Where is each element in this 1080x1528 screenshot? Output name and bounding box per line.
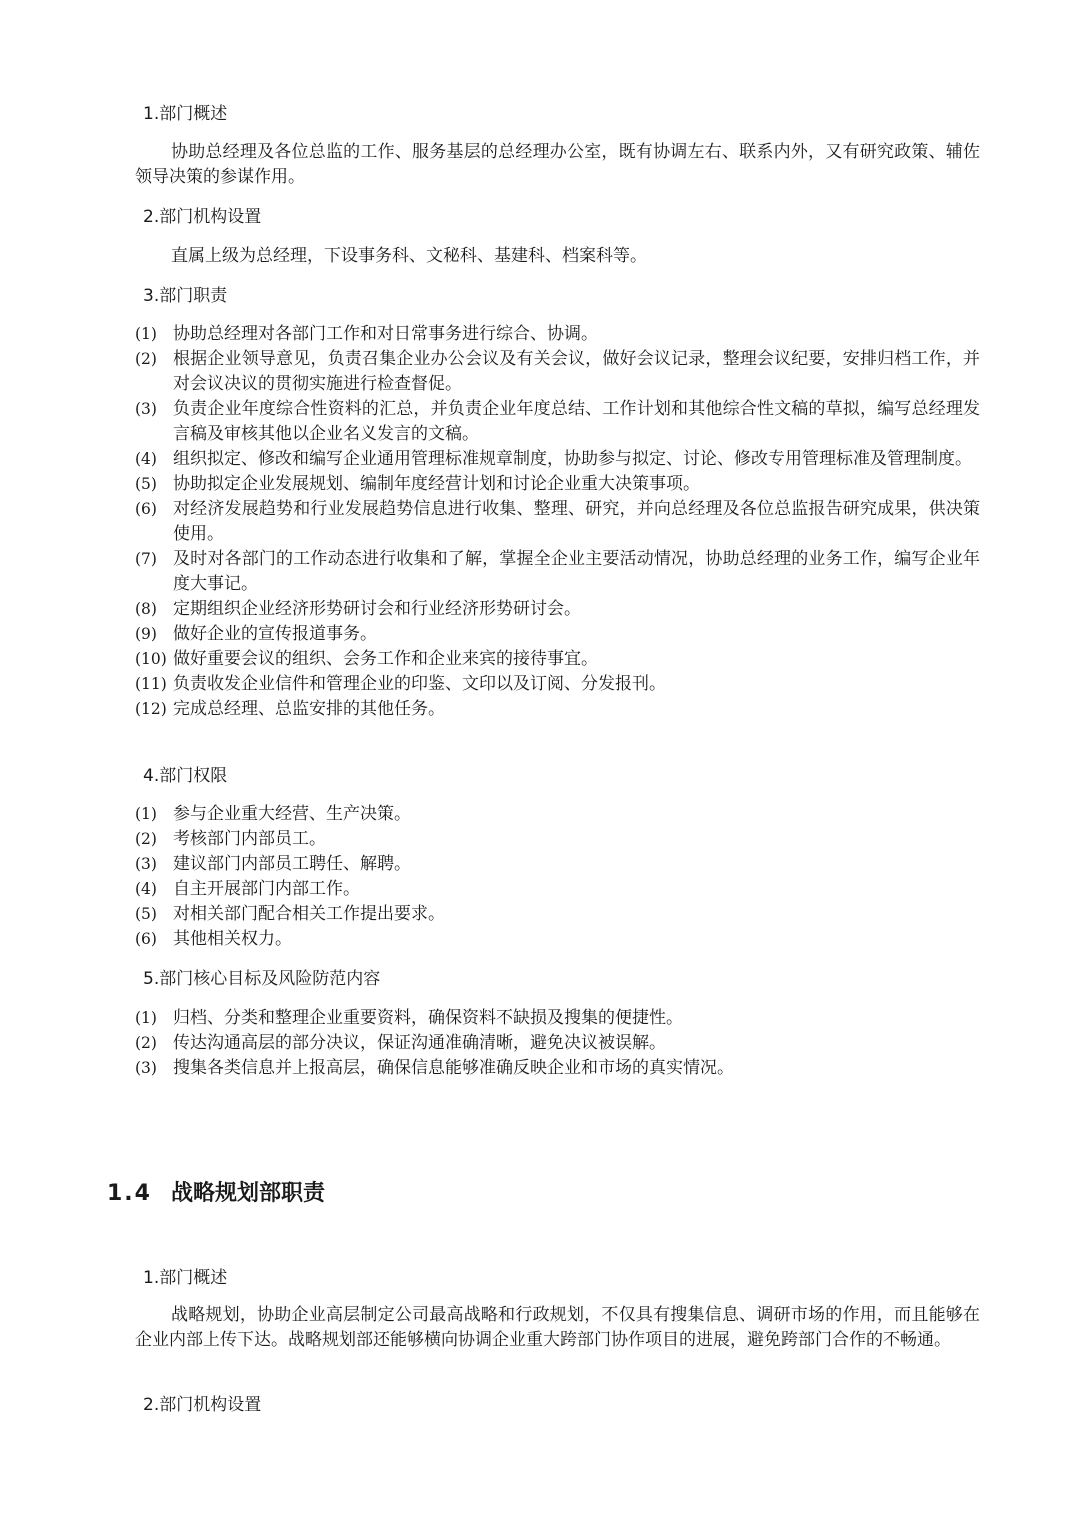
heading-authority: 4.部门权限 bbox=[143, 766, 228, 786]
list-item: (4) 自主开展部门内部工作。 bbox=[135, 879, 360, 899]
overview-paragraph-2: 战略规划，协助企业高层制定公司最高战略和行政规划，不仅具有搜集信息、调研市场的作用，而且能够在企业内部上传下达。战略规划部还能够横向协调企业重大跨部门协作项目的进展，避免跨部门合作的不畅通。 bbox=[135, 1305, 980, 1350]
list-item: (2) 根据企业领导意见，负责召集企业办公会议及有关会议，做好会议记录，整理会议纪要，安排归档工作，并对会议决议的贯彻实施进行检查督促。 bbox=[135, 349, 980, 394]
authority-list bbox=[135, 802, 980, 952]
heading-overview: 1.部门概述 bbox=[143, 104, 228, 124]
list-item: (4) 组织拟定、修改和编写企业通用管理标准规章制度，协助参与拟定、讨论、修改专用管理标准及管理制度。 bbox=[135, 449, 972, 469]
list-item: (3) 建议部门内部员工聘任、解聘。 bbox=[135, 854, 411, 874]
list-item: (2) 考核部门内部员工。 bbox=[135, 829, 326, 849]
list-item: (9) 做好企业的宣传报道事务。 bbox=[135, 624, 377, 644]
list-item: (7) 及时对各部门的工作动态进行收集和了解，掌握全企业主要活动情况，协助总经理的业务工作，编写企业年度大事记。 bbox=[135, 549, 980, 594]
list-item: (3) 负责企业年度综合性资料的汇总，并负责企业年度总结、工作计划和其他综合性文稿的草拟，编写总经理发言稿及审核其他以企业名义发言的文稿。 bbox=[135, 399, 980, 444]
list-item: (8) 定期组织企业经济形势研讨会和行业经济形势研讨会。 bbox=[135, 599, 581, 619]
section-number: 1.4 bbox=[107, 1181, 152, 1206]
org-paragraph: 直属上级为总经理，下设事务科、文秘科、基建科、档案科等。 bbox=[171, 246, 647, 266]
heading-duties: 3.部门职责 bbox=[143, 286, 228, 306]
list-item: (5) 对相关部门配合相关工作提出要求。 bbox=[135, 904, 445, 924]
heading-org-2: 2.部门机构设置 bbox=[143, 1395, 262, 1415]
list-item: (6) 对经济发展趋势和行业发展趋势信息进行收集、整理、研究，并向总经理及各位总监报告研究成果，供决策使用。 bbox=[135, 499, 980, 544]
list-item: (1) 参与企业重大经营、生产决策。 bbox=[135, 804, 411, 824]
section-heading-text: 战略规划部职责 bbox=[171, 1181, 326, 1206]
heading-overview-2: 1.部门概述 bbox=[143, 1268, 228, 1288]
section-title bbox=[107, 1180, 325, 1208]
duties-list bbox=[135, 322, 980, 722]
list-item: (2) 传达沟通高层的部分决议，保证沟通准确清晰，避免决议被误解。 bbox=[135, 1033, 666, 1053]
goals-list bbox=[135, 1006, 980, 1081]
list-item: (3) 搜集各类信息并上报高层，确保信息能够准确反映企业和市场的真实情况。 bbox=[135, 1058, 734, 1078]
overview-paragraph: 协助总经理及各位总监的工作、服务基层的总经理办公室，既有协调左右、联系内外，又有研究政策、辅佐领导决策的参谋作用。 bbox=[135, 142, 980, 187]
list-item: (1) 归档、分类和整理企业重要资料，确保资料不缺损及搜集的便捷性。 bbox=[135, 1008, 683, 1028]
list-item: (11) 负责收发企业信件和管理企业的印鉴、文印以及订阅、分发报刊。 bbox=[135, 674, 666, 694]
list-item: (10) 做好重要会议的组织、会务工作和企业来宾的接待事宜。 bbox=[135, 649, 598, 669]
list-item: (5) 协助拟定企业发展规划、编制年度经营计划和讨论企业重大决策事项。 bbox=[135, 474, 700, 494]
heading-org: 2.部门机构设置 bbox=[143, 207, 262, 227]
list-item: (12) 完成总经理、总监安排的其他任务。 bbox=[135, 699, 445, 719]
list-item: (6) 其他相关权力。 bbox=[135, 929, 292, 949]
list-item: (1) 协助总经理对各部门工作和对日常事务进行综合、协调。 bbox=[135, 324, 598, 344]
heading-goals: 5.部门核心目标及风险防范内容 bbox=[143, 969, 381, 989]
